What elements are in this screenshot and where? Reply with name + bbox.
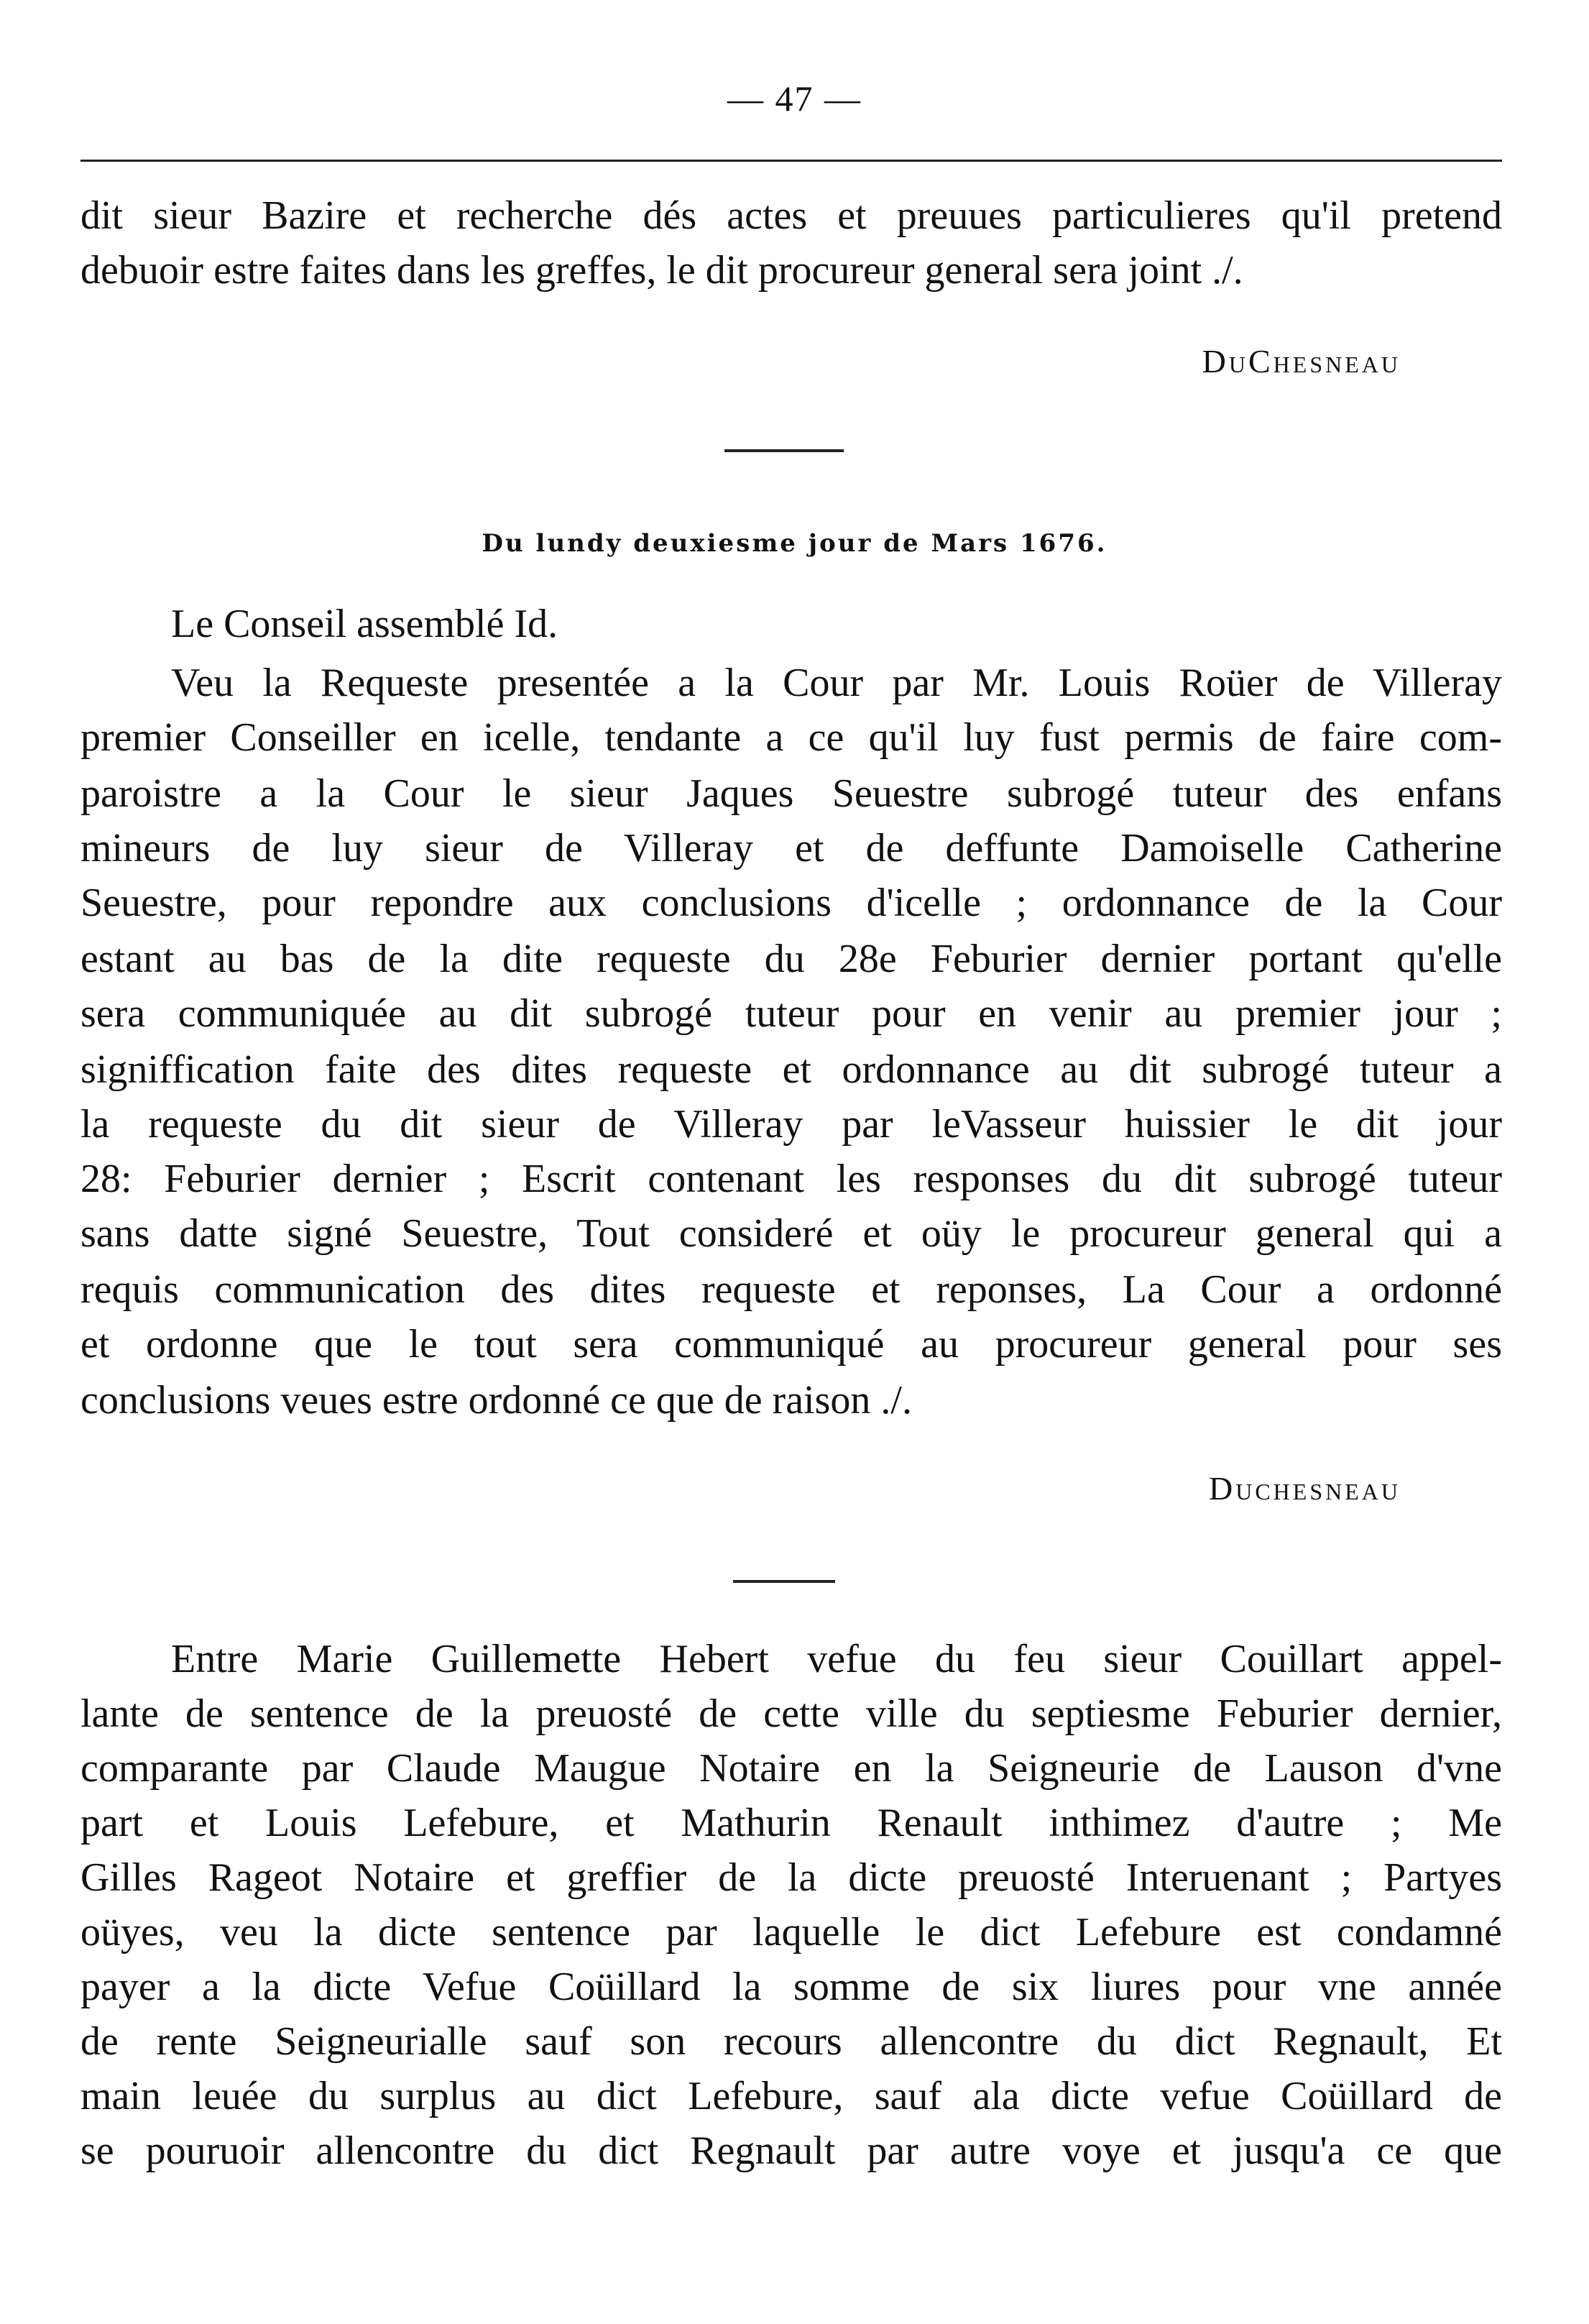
signature: DuChesneau <box>1202 343 1401 380</box>
text-line: sans datte signé Seuestre, Tout consideré et oüy le procureur general qui a <box>80 1211 1502 1256</box>
text-line: requis communication des dites requeste et reponses, La Cour a ordonné <box>80 1267 1502 1312</box>
text-line: Gilles Rageot Notaire et greffier de la dicte preuosté Interuenant ; Partyes <box>80 1855 1502 1900</box>
text-line: Le Conseil assemblé Id. <box>171 602 558 646</box>
text-line: Seuestre, pour repondre aux conclusions d'icelle ; ordonnance de la Cour <box>80 881 1502 925</box>
text-line: comparante par Claude Maugue Notaire en la Seigneurie de Lauson d'vne <box>80 1746 1502 1791</box>
date-heading: Du lundy deuxiesme jour de Mars 1676. <box>482 529 1107 558</box>
text-line: signiffication faite des dites requeste et ordonnance au dit subrogé tuteur a <box>80 1047 1502 1092</box>
text-line: Entre Marie Guillemette Hebert vefue du feu sieur Couillart appel- <box>171 1637 1502 1681</box>
text-line: et ordonne que le tout sera communiqué au procureur general pour ses <box>80 1322 1502 1367</box>
text-line: conclusions veues estre ordonné ce que de raison ./. <box>80 1378 912 1423</box>
text-line: de rente Seigneurialle sauf son recours allencontre du dict Regnault, Et <box>80 2019 1502 2064</box>
text-line: premier Conseiller en icelle, tendante a ce qu'il luy fust permis de faire com- <box>80 715 1502 760</box>
text-line: oüyes, veu la dicte sentence par laquelle le dict Lefebure est condamné <box>80 1910 1502 1955</box>
text-line: dit sieur Bazire et recherche dés actes et preuues particulieres qu'il pretend <box>80 193 1502 238</box>
text-line: 28: Feburier dernier ; Escrit contenant les responses du dit subrogé tuteur <box>80 1157 1502 1201</box>
text-line: la requeste du dit sieur de Villeray par leVasseur huissier le dit jour <box>80 1102 1502 1147</box>
text-line: payer a la dicte Vefue Coüillard la somme de six liures pour vne année <box>80 1965 1502 2009</box>
text-line: debuoir estre faites dans les greffes, le dit procureur general sera joint ./. <box>80 248 1243 293</box>
text-line: paroistre a la Cour le sieur Jaques Seuestre subrogé tuteur des enfans <box>80 771 1502 816</box>
section-divider <box>724 449 844 452</box>
text-line: part et Louis Lefebure, et Mathurin Renault inthimez d'autre ; Me <box>80 1801 1502 1845</box>
text-line: se pouruoir allencontre du dict Regnault par autre voye et jusqu'a ce que <box>80 2128 1502 2173</box>
text-line: lante de sentence de la preuosté de cette ville du septiesme Feburier dernier, <box>80 1691 1502 1736</box>
page-number: — 47 — <box>727 78 862 119</box>
header-rule <box>80 160 1502 162</box>
signature: Duchesneau <box>1208 1470 1401 1507</box>
text-line: estant au bas de la dite requeste du 28e Feburier dernier portant qu'elle <box>80 937 1502 981</box>
text-line: main leuée du surplus au dict Lefebure, sauf ala dicte vefue Coüillard de <box>80 2074 1502 2118</box>
text-line: Veu la Requeste presentée a la Cour par Mr. Louis Roüer de Villeray <box>171 661 1502 705</box>
text-line: sera communiquée au dit subrogé tuteur pour en venir au premier jour ; <box>80 991 1502 1036</box>
text-line: mineurs de luy sieur de Villeray et de deffunte Damoiselle Catherine <box>80 826 1502 871</box>
section-divider <box>733 1580 835 1583</box>
